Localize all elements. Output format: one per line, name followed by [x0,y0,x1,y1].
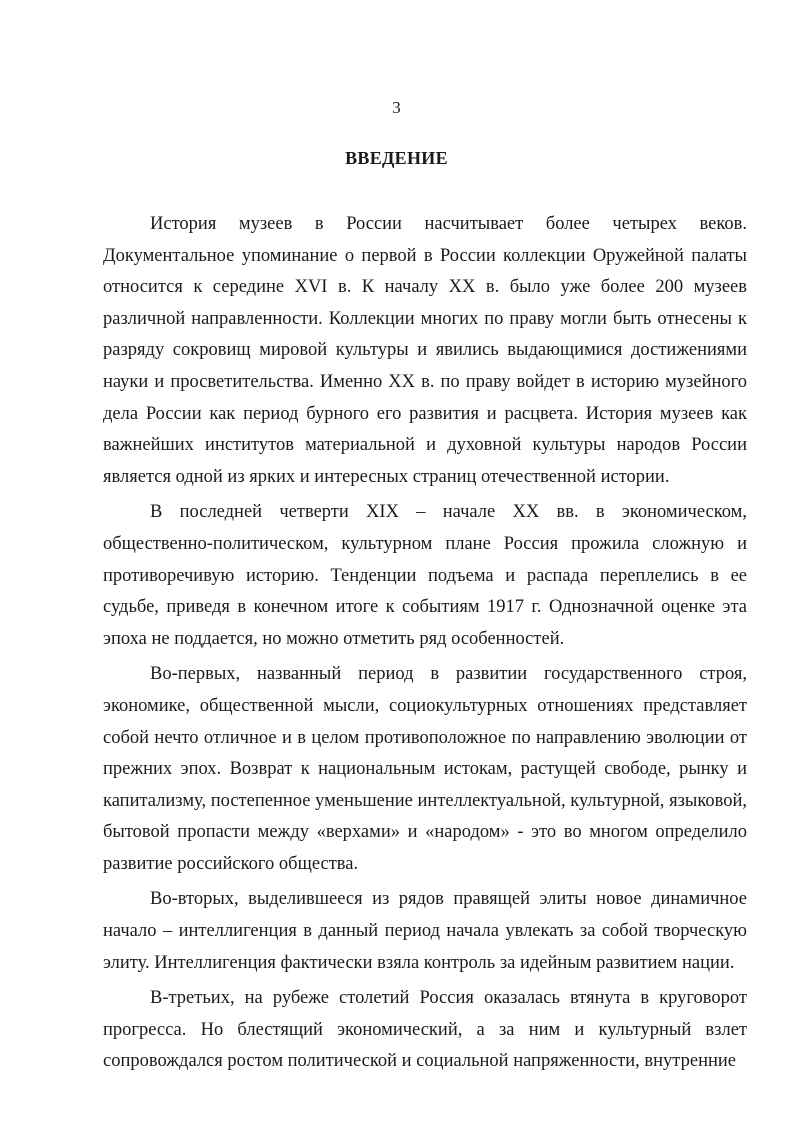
paragraph-3: Во-первых, названный период в развитии государственного строя, экономике, общественной мысли, социокультурных отношениях представляет собой нечто отличное и в целом противоположное по направлению эволюции от прежних эпох. Возврат к национальным истокам, растущей свободе, рынку и капитализму, постепенное уменьшение интеллектуальной, культурной, языковой, бытовой пропасти между «верхами» и «народом» - это во многом определило развитие российского общества. [103,664,747,874]
body-text [103,209,747,1078]
paragraph-5: В-третьих, на рубеже столетий Россия оказалась втянута в круговорот прогресса. Но блестящий экономический, а за ним и культурный взлет сопровождался ростом политической и социальной напряженности, внутренние [103,988,747,1072]
page-title: ВВЕДЕНИЕ [345,148,448,168]
page-number: 3 [392,98,401,117]
paragraph-2: В последней четверти XIX – начале XX вв. в экономическом, общественно-политическом, культурном плане Россия прожила сложную и противоречивую историю. Тенденции подъема и распада переплелись в ее судьбе, приведя в конечном итоге к событиям 1917 г. Однозначной оценке эта эпоха не поддается, но можно отметить ряд особенностей. [103,502,747,649]
paragraph-1: История музеев в России насчитывает более четырех веков. Документальное упоминание о первой в России коллекции Оружейной палаты относится к середине XVI в. К началу XX в. было уже более 200 музеев различной направленности. Коллекции многих по праву могли быть отнесены к разряду сокровищ мировой культуры и явились выдающимися достижениями науки и просветительства. Именно XX в. по праву войдет в историю музейного дела России как период бурного его развития и расцвета. История музеев как важнейших институтов материальной и духовной культуры народов России является одной из ярких и интересных страниц отечественной истории. [103,214,747,487]
paragraph-4: Во-вторых, выделившееся из рядов правящей элиты новое динамичное начало – интеллигенция в данный период начала увлекать за собой творческую элиту. Интеллигенция фактически взяла контроль за идейным развитием нации. [103,889,747,973]
